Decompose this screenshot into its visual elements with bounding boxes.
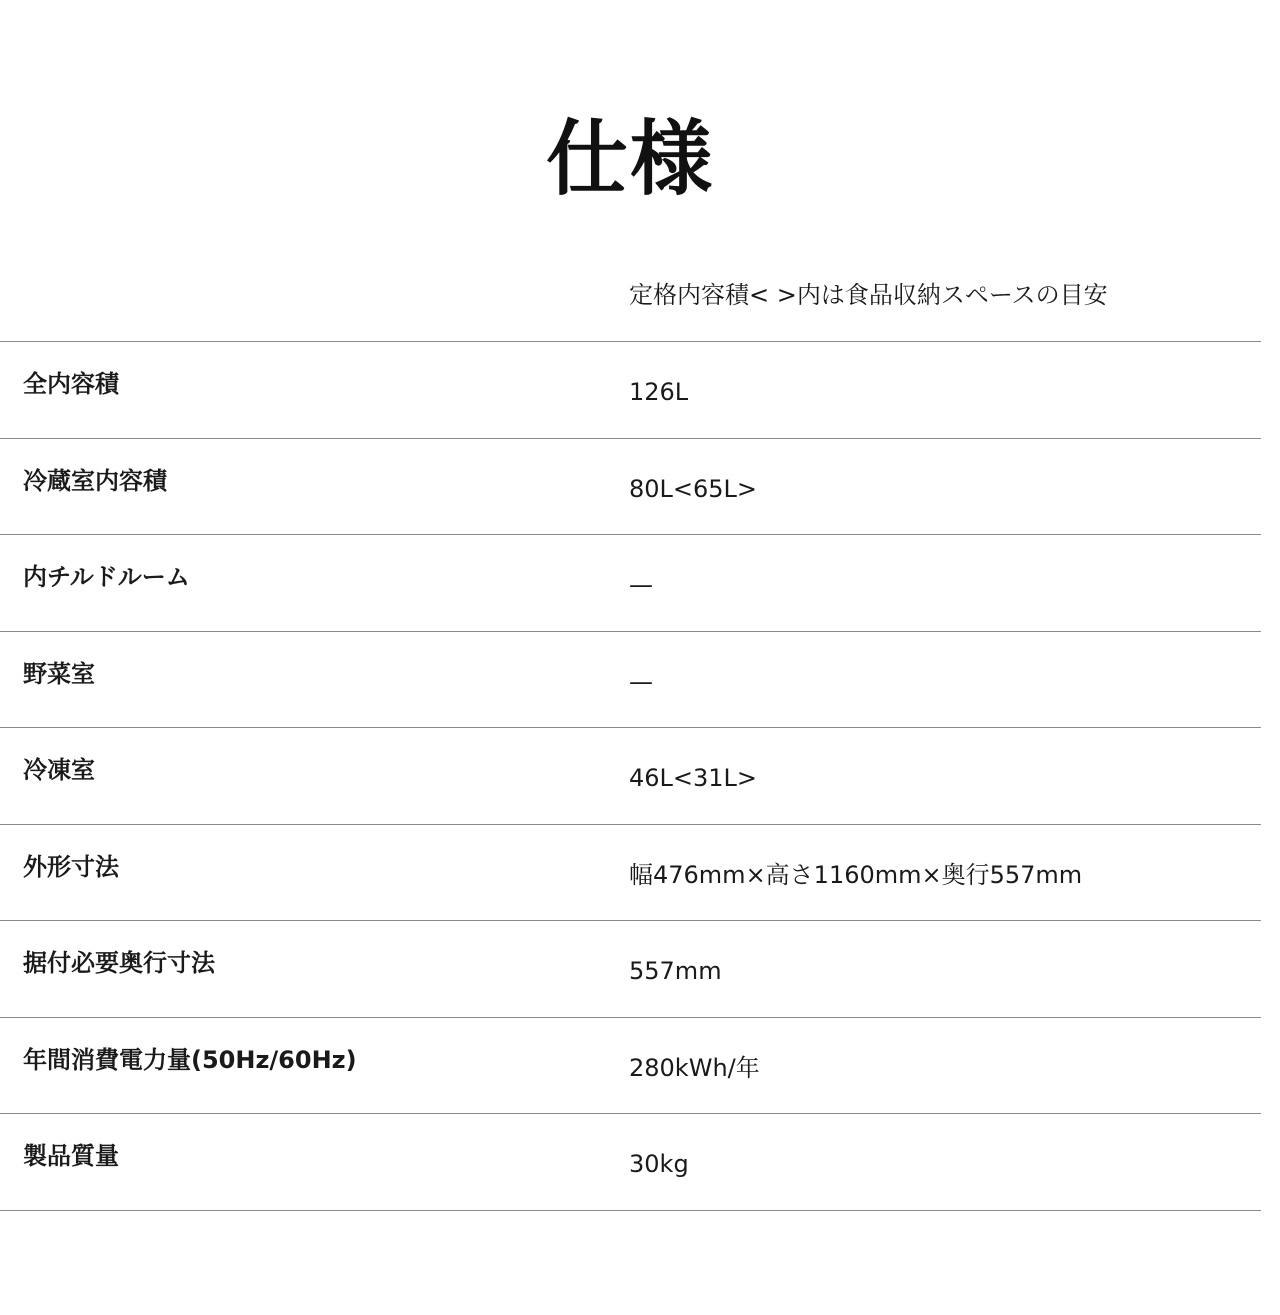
spec-row-total-capacity bbox=[0, 342, 1261, 439]
spec-label: 冷凍室 bbox=[23, 756, 95, 784]
spec-value: — bbox=[629, 667, 653, 696]
spec-value: 幅476mm×高さ1160mm×奥行557mm bbox=[629, 860, 1083, 889]
spec-row-fridge-capacity bbox=[0, 439, 1261, 536]
spec-value: 30kg bbox=[629, 1150, 689, 1178]
spec-value: 80L<65L> bbox=[629, 474, 758, 503]
spec-row-chilled-room bbox=[0, 535, 1261, 632]
spec-row-weight bbox=[0, 1114, 1261, 1211]
spec-label: 冷蔵室内容積 bbox=[23, 466, 167, 495]
spec-value: 46L<31L> bbox=[629, 764, 758, 792]
spec-label: 製品質量 bbox=[23, 1142, 119, 1170]
spec-value: 557mm bbox=[629, 957, 722, 985]
spec-row-annual-power bbox=[0, 1018, 1261, 1115]
spec-label: 据付必要奥行寸法 bbox=[23, 949, 215, 977]
spec-label: 外形寸法 bbox=[23, 852, 119, 881]
spec-label: 全内容積 bbox=[23, 370, 119, 398]
spec-row-vegetable-room bbox=[0, 632, 1261, 729]
spec-table bbox=[0, 341, 1261, 1211]
spec-value: — bbox=[629, 571, 653, 599]
capacity-note: 定格内容積< >内は食品収納スペースの目安 bbox=[629, 281, 1108, 309]
spec-value: 126L bbox=[629, 378, 689, 406]
spec-value: 280kWh/年 bbox=[629, 1053, 760, 1082]
spec-row-install-depth bbox=[0, 921, 1261, 1018]
page-title: 仕様 bbox=[545, 111, 714, 207]
spec-label: 年間消費電力量(50Hz/60Hz) bbox=[23, 1045, 357, 1074]
spec-row-dimensions bbox=[0, 825, 1261, 922]
spec-label: 野菜室 bbox=[23, 659, 95, 688]
spec-label: 内チルドルーム bbox=[23, 563, 190, 591]
spec-row-freezer bbox=[0, 728, 1261, 825]
